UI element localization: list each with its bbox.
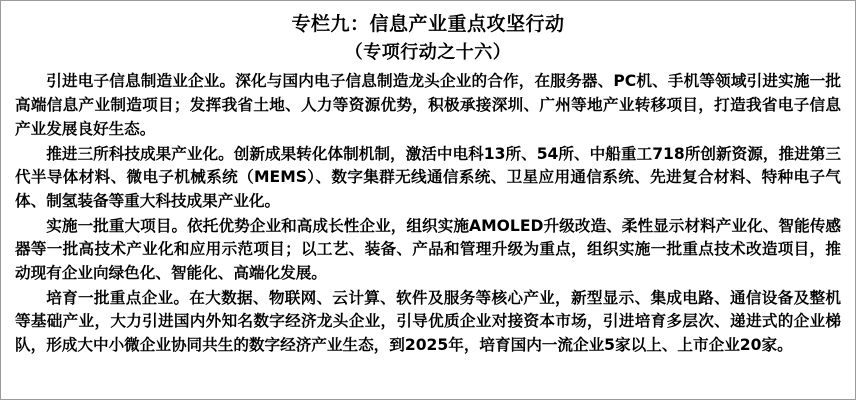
- page-subtitle: （专项行动之十六）: [344, 41, 512, 63]
- document-title-block: [15, 11, 841, 66]
- page-title: 专栏九：信息产业重点攻坚行动: [291, 13, 565, 35]
- paragraph: 引进电子信息制造业企业。深化与国内电子信息制造龙头企业的合作，在服务器、PC机、手机等领域引进实施一批高端信息产业制造项目；发挥我省土地、人力等资源优势，积极承接深圳、广州等地产业转移项目，打造我省电子信息产业发展良好生态。: [15, 72, 841, 138]
- document-body: [15, 70, 841, 357]
- paragraph: 培育一批重点企业。在大数据、物联网、云计算、软件及服务等核心产业，新型显示、集成电路、通信设备及整机等基础产业，大力引进国内外知名数字经济龙头企业，引导优质企业对接资本市场，引进培育多层次、递进式的企业梯队，形成大中小微企业协同共生的数字经济产业生态，到2025年，培育国内一流企业5家以上、上市企业20家。: [15, 288, 841, 354]
- paragraph: 实施一批重大项目。依托优势企业和高成长性企业，组织实施AMOLED升级改造、柔性显示材料产业化、智能传感器等一批高技术产业化和应用示范项目；以工艺、装备、产品和管理升级为重点，组织实施一批重点技术改造项目，推动现有企业向绿色化、智能化、高端化发展。: [15, 216, 841, 282]
- paragraph: 推进三所科技成果产业化。创新成果转化体制机制，激活中电科13所、54所、中船重工718所创新资源，推进第三代半导体材料、微电子机械系统（MEMS）、数字集群无线通信系统、卫星应用通信系统、先进复合材料、特种电子气体、制氢装备等重大科技成果产业化。: [15, 144, 841, 210]
